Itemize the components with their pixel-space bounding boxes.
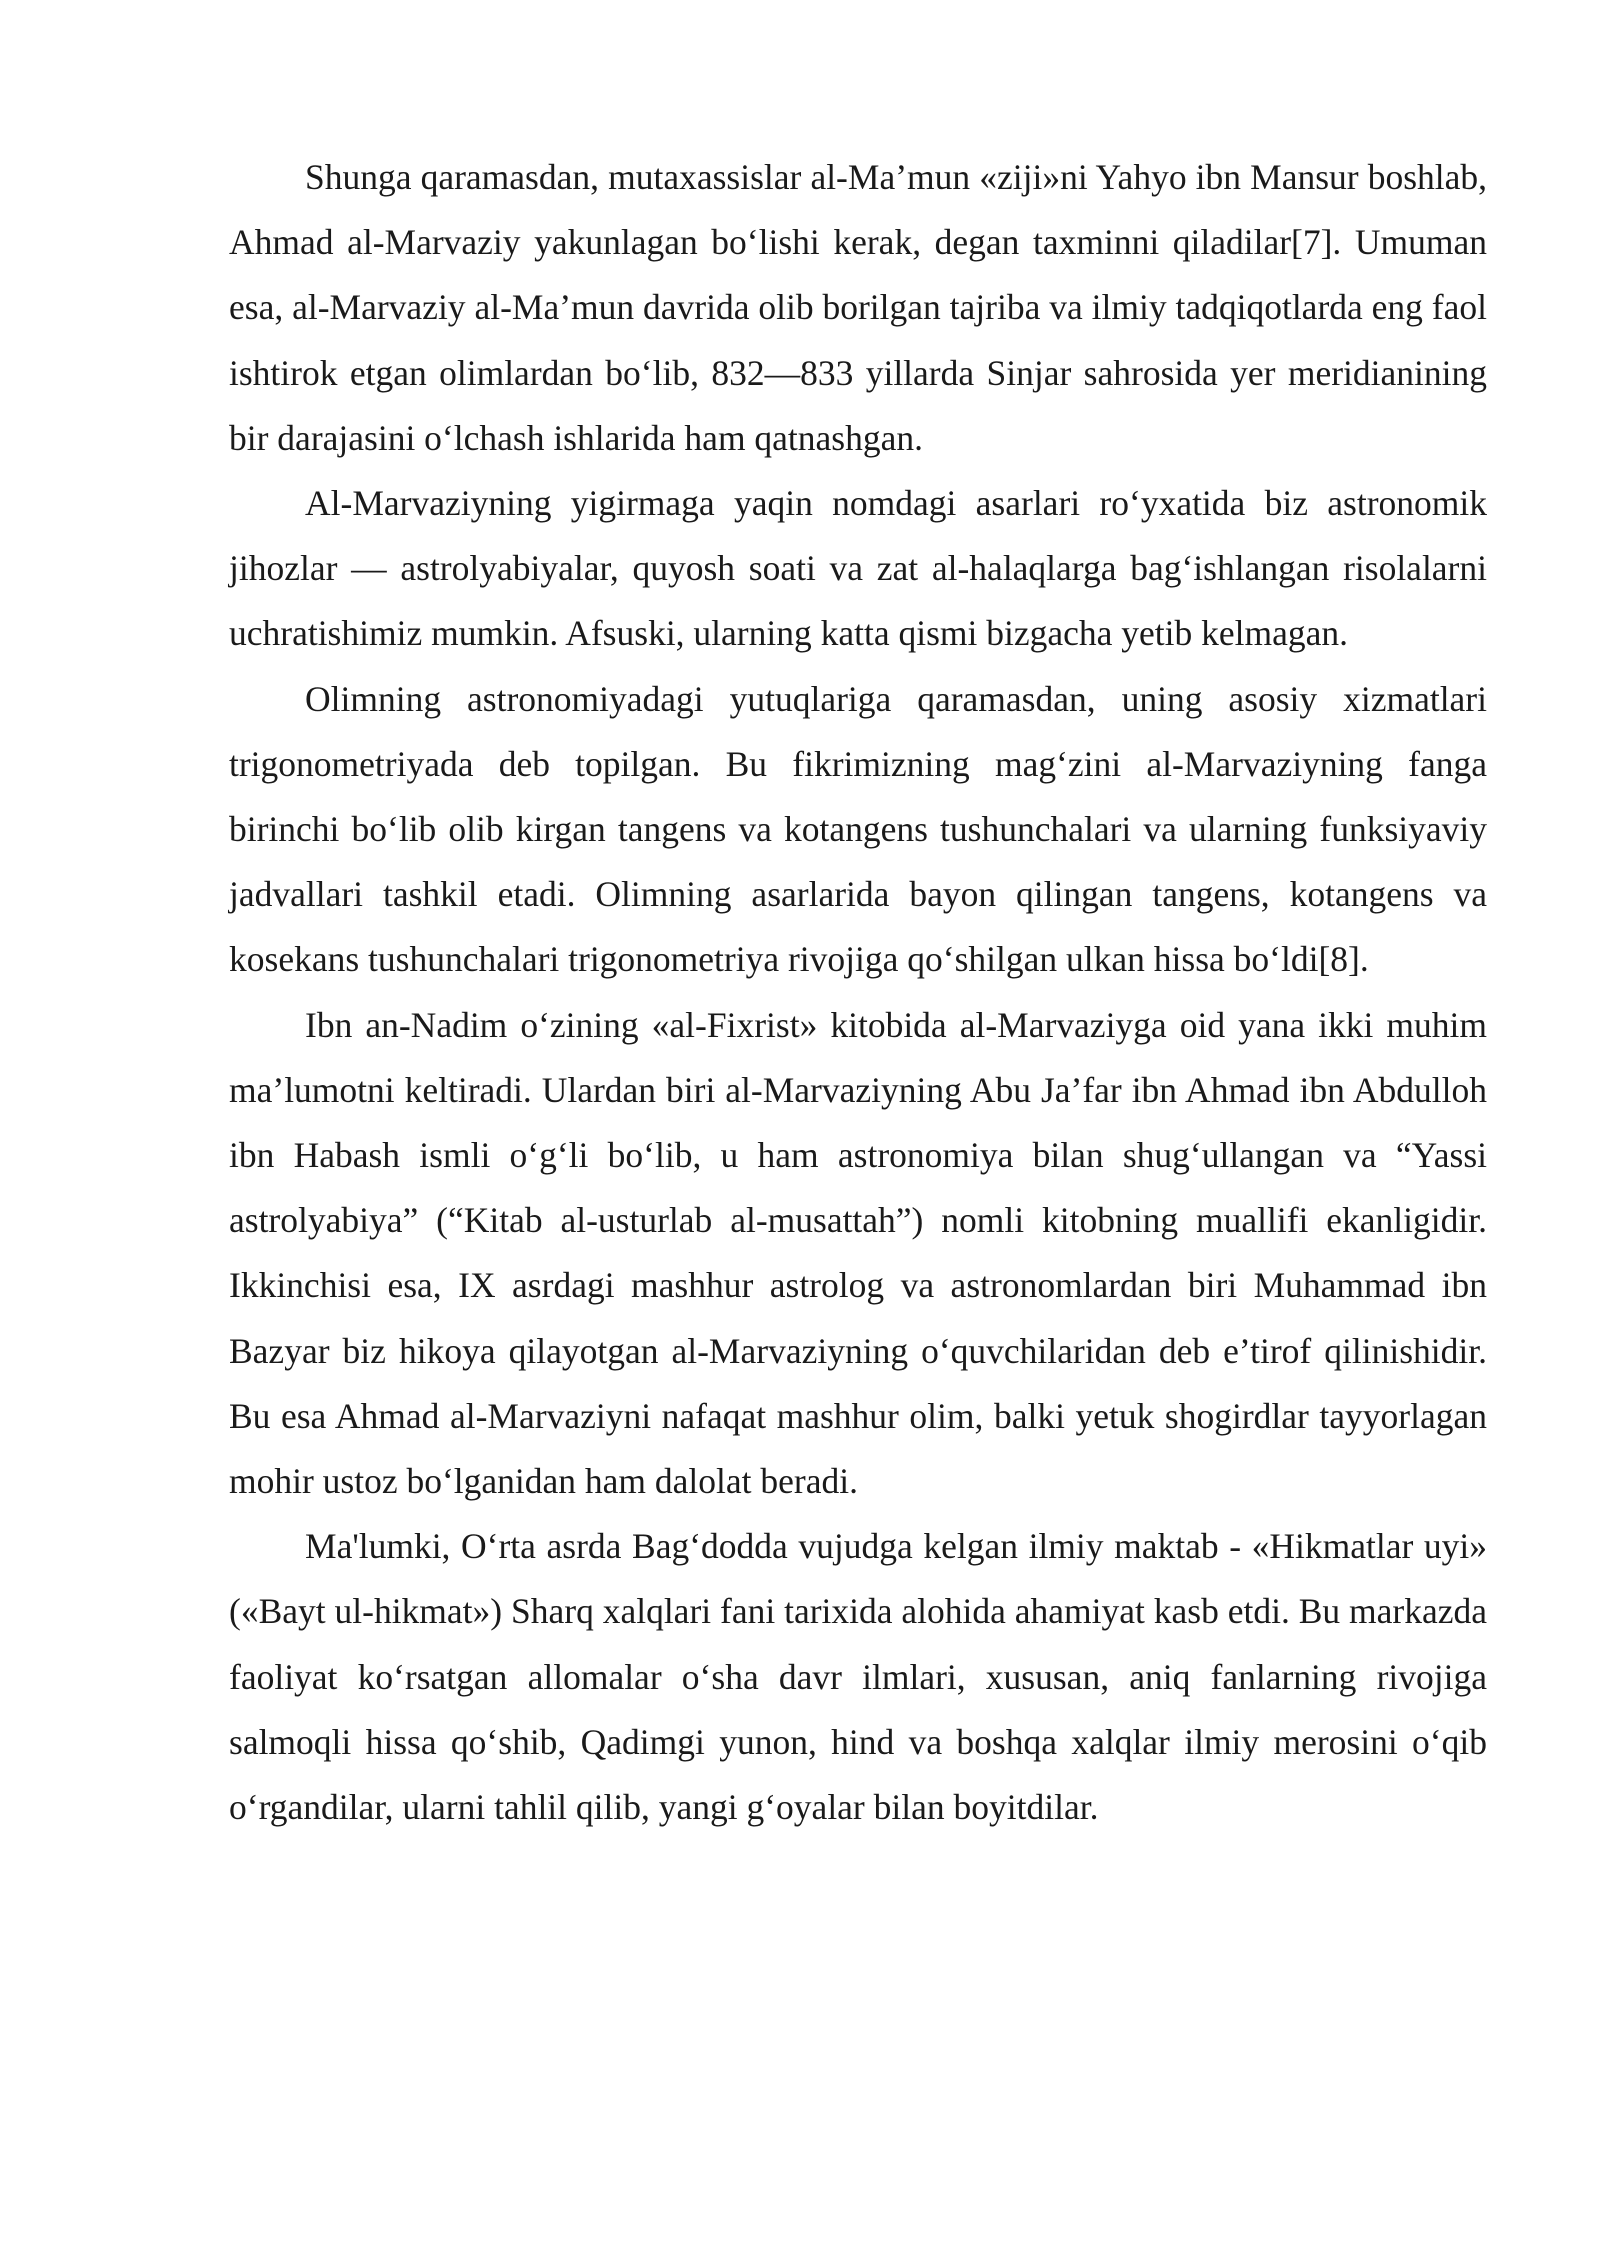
document-body	[229, 145, 1487, 1840]
paragraph-1: Shunga qaramasdan, mutaxassislar al-Ma’mun «ziji»ni Yahyo ibn Mansur boshlab, Ahmad al-Marvaziy yakunlagan bo‘lishi kerak, degan taxminni qiladilar[7]. Umuman esa, al-Marvaziy al-Ma’mun davrida olib borilgan tajriba va ilmiy tadqiqotlarda eng faol ishtirok etgan olimlardan bo‘lib, 832—833 yillarda Sinjar sahrosida yer meridianining bir darajasini o‘lchash ishlarida ham qatnashgan.	[229, 157, 1487, 458]
paragraph-2: Al-Marvaziyning yigirmaga yaqin nomdagi asarlari ro‘yxatida biz astronomik jihozlar — astrolyabiyalar, quyosh soati va zat al-halaqlarga bag‘ishlangan risolalarni uchratishimiz mumkin. Afsuski, ularning katta qismi bizgacha yetib kelmagan.	[229, 483, 1487, 654]
paragraph-5: Ma'lumki, O‘rta asrda Bag‘dodda vujudga kelgan ilmiy maktab - «Hikmatlar uyi» («Bayt ul-hikmat») Sharq xalqlari fani tarixida alohida ahamiyat kasb etdi. Bu markazda faoliyat ko‘rsatgan allomalar o‘sha davr ilmlari, xususan, aniq fanlarning rivojiga salmoqli hissa qo‘shib, Qadimgi yunon, hind va boshqa xalqlar ilmiy merosini o‘qib o‘rgandilar, ularni tahlil qilib, yangi g‘oyalar bilan boyitdilar.	[229, 1526, 1487, 1828]
paragraph-4: Ibn an-Nadim o‘zining «al-Fixrist» kitobida al-Marvaziyga oid yana ikki muhim ma’lumotni keltiradi. Ulardan biri al-Marvaziyning Abu Ja’far ibn Ahmad ibn Abdulloh ibn Habash ismli o‘g‘li bo‘lib, u ham astronomiya bilan shug‘ullangan va “Yassi astrolyabiya” (“Kitab al-usturlab al-musattah”) nomli kitobning muallifi ekanligidir. Ikkinchisi esa, IX asrdagi mashhur astrolog va astronomlardan biri Muhammad ibn Bazyar biz hikoya qilayotgan al-Marvaziyning o‘quvchilaridan deb e’tirof qilinishidir. Bu esa Ahmad al-Marvaziyni nafaqat mashhur olim, balki yetuk shogirdlar tayyorlagan mohir ustoz bo‘lganidan ham dalolat beradi.	[229, 1004, 1487, 1502]
paragraph-3: Olimning astronomiyadagi yutuqlariga qaramasdan, uning asosiy xizmatlari trigonometriyada deb topilgan. Bu fikrimizning mag‘zini al-Marvaziyning fanga birinchi bo‘lib olib kirgan tangens va kotangens tushunchalari va ularning funksiyaviy jadvallari tashkil etadi. Olimning asarlarida bayon qilingan tangens, kotangens va kosekans tushunchalari trigonometriya rivojiga qo‘shilgan ulkan hissa bo‘ldi[8].	[229, 678, 1487, 980]
